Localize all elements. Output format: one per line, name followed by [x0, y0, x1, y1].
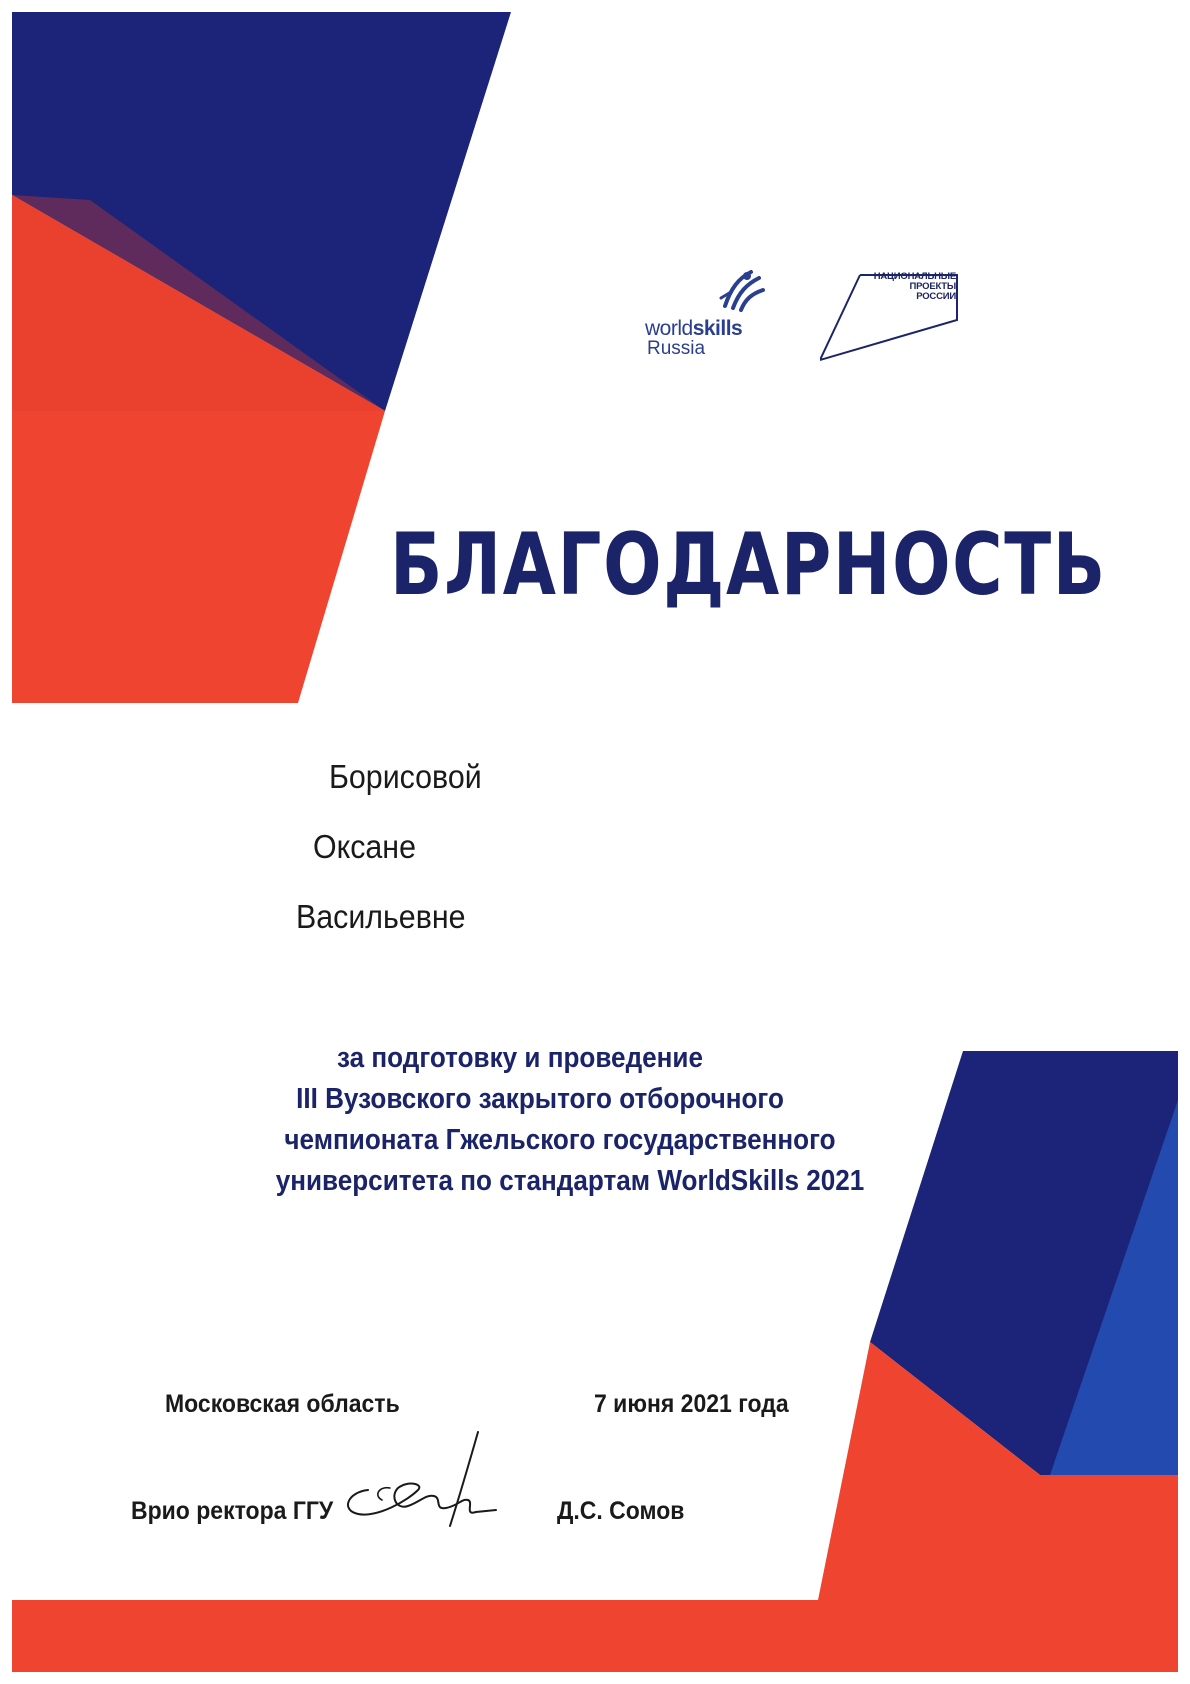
- national-projects-text: НАЦИОНАЛЬНЫЕ ПРОЕКТЫ РОССИИ: [873, 271, 956, 302]
- worldskills-wordmark: [645, 318, 742, 339]
- worldskills-figure-icon: [717, 268, 767, 316]
- recipient-surname: Борисовой: [329, 758, 482, 795]
- reason-line: чемпионата Гжельского государственного: [284, 1124, 836, 1156]
- certificate-title: БЛАГОДАРНОСТЬ: [390, 515, 1107, 615]
- worldskills-word-world: world: [645, 317, 693, 340]
- award-reason: [170, 1038, 930, 1202]
- worldskills-word-skills: skills: [692, 317, 743, 340]
- handwritten-signature: [338, 1430, 513, 1540]
- worldskills-russia-logo: [645, 268, 765, 358]
- reason-line: за подготовку и проведение: [337, 1042, 703, 1074]
- reason-line: III Вузовского закрытого отборочного: [296, 1083, 784, 1115]
- signer-name: Д.С. Сомов: [557, 1497, 685, 1525]
- worldskills-country: Russia: [647, 338, 706, 359]
- signer-position: Врио ректора ГГУ: [131, 1497, 334, 1525]
- place-text: Московская область: [165, 1390, 400, 1418]
- national-projects-logo: [820, 272, 960, 362]
- reason-line: университета по стандартам WorldSkills 2021: [275, 1165, 865, 1197]
- bottom-red-band: [12, 1600, 1178, 1672]
- recipient-patronymic: Васильевне: [296, 898, 466, 935]
- date-text: 7 июня 2021 года: [594, 1390, 789, 1418]
- recipient-first-name: Оксане: [313, 828, 416, 865]
